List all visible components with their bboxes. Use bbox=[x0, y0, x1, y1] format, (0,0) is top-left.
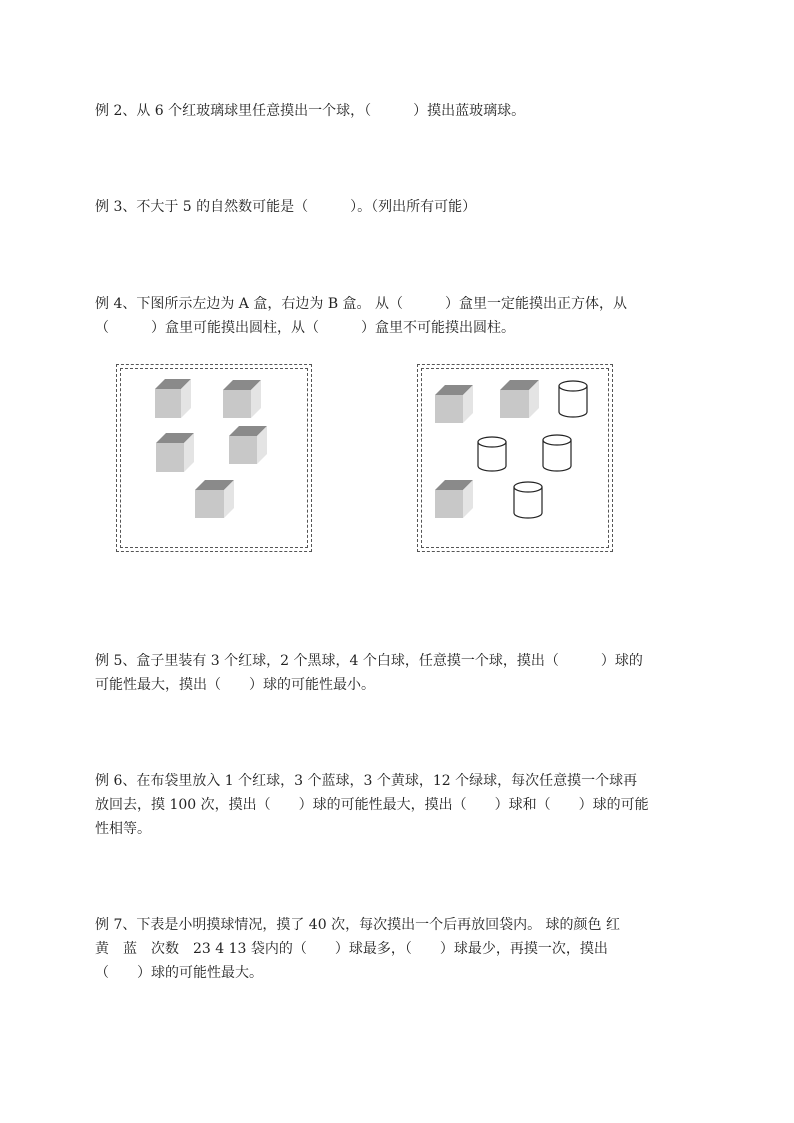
example-2: 例 2、从 6 个红玻璃球里任意摸出一个球，（ ）摸出蓝玻璃球。 bbox=[95, 103, 526, 119]
cylinder-icon bbox=[559, 381, 587, 417]
example-5-line-1: 例 5、盒子里装有 3 个红球，2 个黑球，4 个白球，任意摸一个球，摸出（ ）球的 bbox=[95, 653, 643, 669]
example-7-line-3: （ ）球的可能性最大。 bbox=[95, 965, 263, 981]
example-7-line-1: 例 7、下表是小明摸球情况，摸了 40 次，每次摸出一个后再放回袋内。 球的颜色 红 bbox=[95, 917, 620, 933]
example-6-line-2: 放回去，摸 100 次，摸出（ ）球的可能性最大，摸出（ ）球和（ ）球的可能 bbox=[95, 797, 649, 813]
cube-icon bbox=[500, 380, 539, 418]
example-6-line-1: 例 6、在布袋里放入 1 个红球，3 个蓝球，3 个黄球，12 个绿球，每次任意摸一个球再 bbox=[95, 773, 638, 789]
cube-icon bbox=[435, 385, 473, 423]
cylinder-icon bbox=[514, 482, 542, 518]
cube-icon bbox=[435, 480, 473, 518]
cylinder-icon bbox=[543, 435, 571, 471]
example-6-line-3: 性相等。 bbox=[95, 821, 151, 837]
example-5-line-2: 可能性最大，摸出（ ）球的可能性最小。 bbox=[95, 677, 375, 693]
example-7-line-2: 黄 蓝 次数 23 4 13 袋内的（ ）球最多，（ ）球最少，再摸一次，摸出 bbox=[95, 941, 608, 957]
example-3: 例 3、不大于 5 的自然数可能是（ ）。（列出所有可能） bbox=[95, 199, 477, 215]
example-4-line-2: （ ）盒里可能摸出圆柱，从（ ）盒里不可能摸出圆柱。 bbox=[95, 320, 515, 336]
cylinder-icon bbox=[478, 437, 506, 471]
example-4-line-1: 例 4、下图所示左边为 A 盒，右边为 B 盒。 从（ ）盒里一定能摸出正方体，从 bbox=[95, 296, 628, 312]
